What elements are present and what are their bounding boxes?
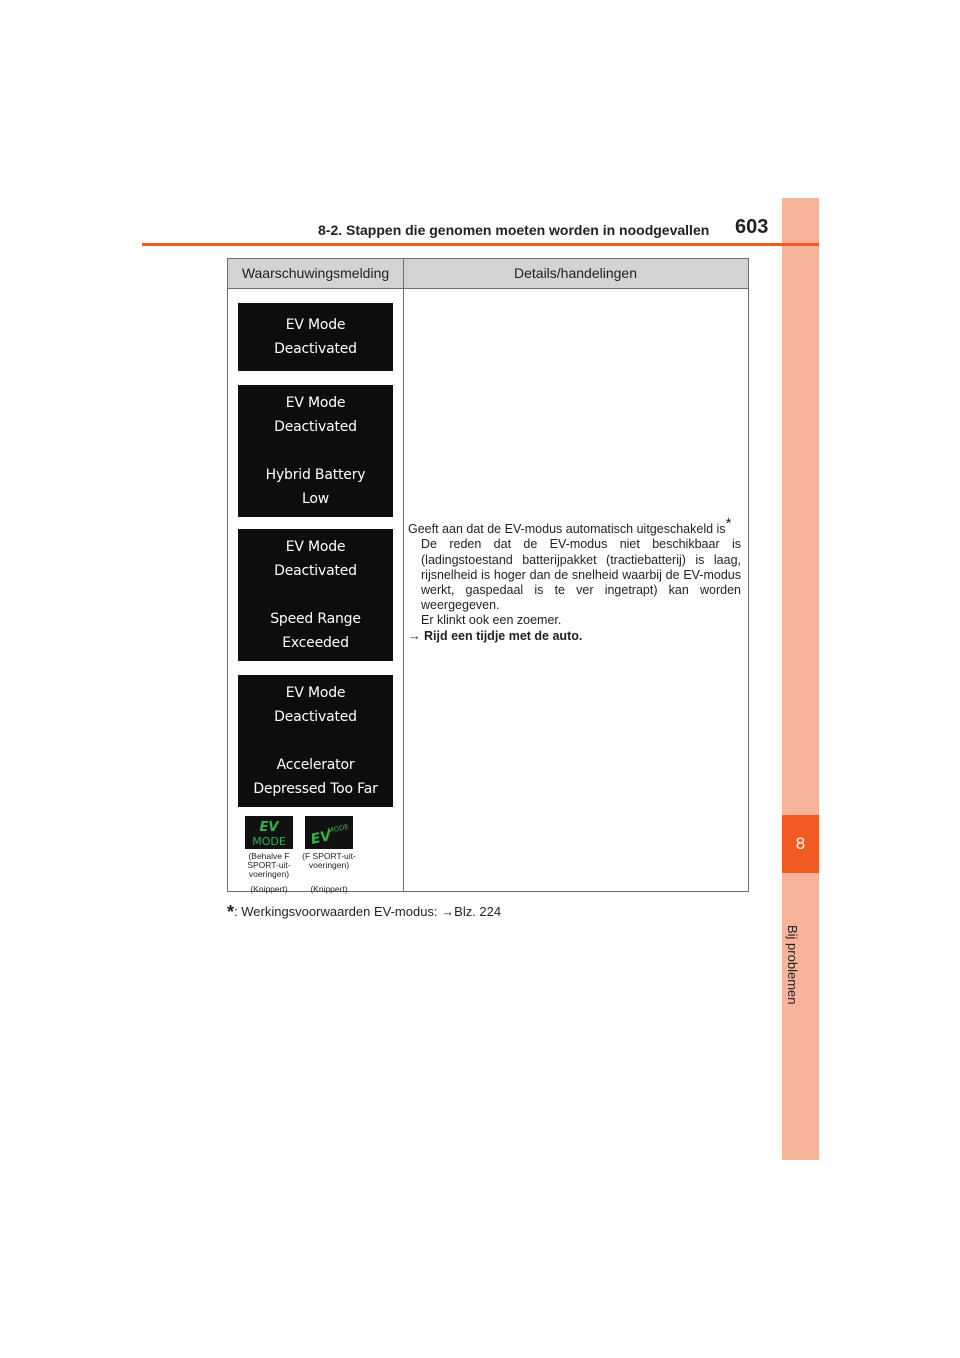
table-header-row — [228, 259, 748, 289]
warning-message-accelerator-depressed — [238, 675, 393, 807]
ev-glyph: EV — [309, 828, 333, 848]
side-tab-strip — [782, 198, 819, 1160]
message-line: Hybrid Battery — [265, 467, 366, 483]
page-number: 603 — [735, 216, 769, 238]
message-line: Deactivated — [274, 709, 357, 725]
message-line: EV Mode — [285, 395, 346, 411]
arrow-icon: → — [408, 628, 421, 643]
message-line: Deactivated — [274, 563, 357, 579]
message-line: Deactivated — [274, 419, 357, 435]
message-line: Speed Range — [270, 611, 361, 627]
footnote-marker: * — [725, 515, 732, 532]
footnote-marker: * — [227, 902, 235, 922]
column-divider — [403, 259, 404, 891]
details-reason: De reden dat de EV-modus niet beschikbaar is (ladingstoestand batterijpakket (tractiebatterij) is laag, rijsnelheid is hoger dan de snelheid waarbij de EV-modus werkt, gaspedaal is te ver ingetrapt) kan worden weergegeven. — [421, 537, 741, 613]
column-header-details: Details/handelingen — [514, 265, 637, 281]
chapter-number-tab — [782, 815, 819, 873]
chapter-label: Bij problemen — [785, 925, 800, 1005]
message-line: EV Mode — [285, 685, 346, 701]
warning-message-hybrid-battery-low — [238, 385, 393, 517]
details-text — [408, 516, 741, 644]
header-rule — [142, 243, 819, 246]
indicator-status: (Knippert) — [310, 884, 348, 894]
footnote-text: : Werkingsvoorwaarden EV-modus: →Blz. 224 — [234, 904, 502, 919]
ev-mode-indicator-icon — [245, 816, 293, 849]
column-header-warning: Waarschuwingsmelding — [241, 265, 390, 281]
message-line: Deactivated — [274, 341, 357, 357]
message-line: Accelerator — [276, 757, 355, 773]
footnote — [227, 902, 501, 923]
message-line: EV Mode — [285, 539, 346, 555]
message-line: EV Mode — [285, 317, 346, 333]
indicator-caption: (F SPORT-uit-voeringen) — [302, 851, 356, 870]
warning-table — [227, 258, 749, 892]
details-intro: Geeft aan dat de EV-modus automatisch uitgeschakeld is* — [408, 515, 732, 537]
ev-glyph: EV — [259, 820, 279, 835]
mode-glyph: MODE — [252, 835, 286, 848]
indicator-status: (Knippert) — [250, 884, 288, 894]
warning-message-ev-mode-deactivated — [238, 303, 393, 371]
mode-glyph: MODE — [326, 822, 350, 836]
indicator-caption: (Behalve F SPORT-uit-voeringen) — [247, 851, 291, 879]
chapter-number: 8 — [795, 834, 806, 853]
message-line: Depressed Too Far — [253, 781, 378, 797]
details-action: → Rijd een tijdje met de auto. — [408, 628, 583, 643]
warning-message-speed-range-exceeded — [238, 529, 393, 661]
ev-mode-fsport-indicator-icon — [305, 816, 353, 849]
message-line: Exceeded — [282, 635, 349, 651]
section-title: 8-2. Stappen die genomen moeten worden in noodgevallen — [318, 222, 710, 238]
message-line: Low — [302, 491, 329, 507]
details-buzzer: Er klinkt ook een zoemer. — [421, 613, 562, 628]
